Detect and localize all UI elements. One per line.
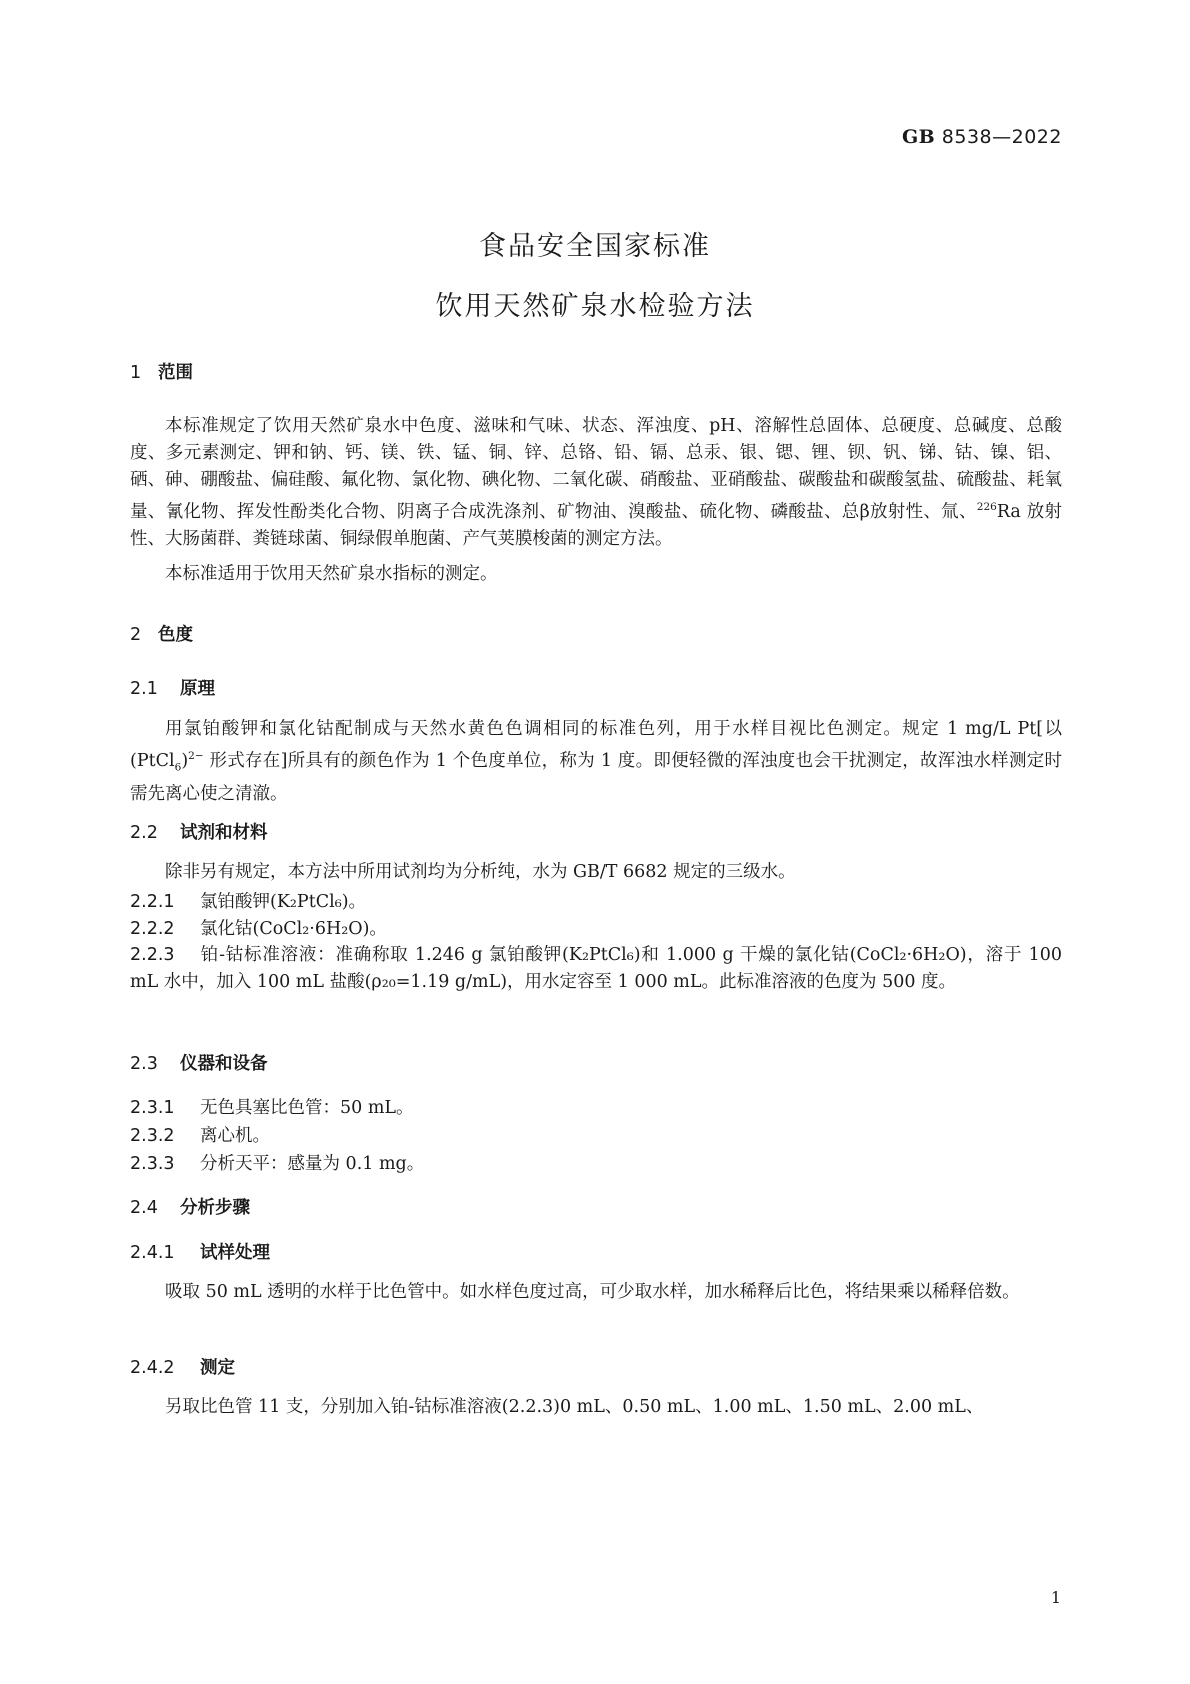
section-2-3-heading — [130, 1050, 268, 1075]
principle-text: 用氯铂酸钾和氯化钴配制成与天然水黄色色调相同的标准色列，用于水样目视比色测定。规定 1 mg/L Pt[以(PtCl — [130, 719, 1062, 771]
section-2-4-heading — [130, 1194, 250, 1219]
section-2-4-1-heading — [130, 1239, 270, 1264]
scope-applicability: 本标准适用于饮用天然矿泉水指标的测定。 — [165, 564, 498, 584]
equipment-item — [130, 1150, 424, 1175]
section-number: 2.3 — [130, 1054, 158, 1074]
section-2-4-2-heading — [130, 1354, 235, 1379]
item-text: 分析天平：感量为 0.1 mg。 — [200, 1154, 425, 1174]
principle-text: 形式存在]所具有的颜色作为 1 个色度单位，称为 1 度。即便轻微的浑浊度也会干扰测定，故浑浊水样测定时需先离心使之清澈。 — [130, 750, 1062, 805]
section-number: 2 — [130, 625, 142, 645]
scope-text: 本标准规定了饮用天然矿泉水中色度、滋味和气味、状态、浑浊度、pH、溶解性总固体、总硬度、总碱度、总酸度、多元素测定、钾和钠、钙、镁、铁、锰、铜、锌、总铬、铅、镉、总汞、银、锶、锂、钡、钒、锑、钴、镍、铝、硒、砷、硼酸盐、偏硅酸、氟化物、氯化物、碘化物、二氧化碳、硝酸盐、亚硝酸盐、碳酸盐和碳酸氢盐、硫酸盐、耗氧量、氰化物、挥发性酚类化合物、阴离子合成洗涤剂、矿物油、溴酸盐、硫化物、磷酸盐、总β放射性、氚、 — [130, 416, 1062, 522]
item-number: 2.2.2 — [130, 919, 175, 939]
section-title: 原理 — [180, 679, 215, 699]
section-2-2-heading — [130, 819, 268, 844]
section-title: 仪器和设备 — [180, 1054, 268, 1074]
section-1-heading — [130, 359, 193, 384]
reagent-item-long — [130, 942, 1062, 996]
measurement-paragraph: 另取比色管 11 支，分别加入铂-钴标准溶液(2.2.3)0 mL、0.50 mL、1.00 mL、1.50 mL、2.00 mL、 — [165, 1397, 984, 1417]
item-number: 2.2.3 — [130, 945, 175, 965]
principle-text: ) — [181, 750, 189, 771]
item-text: 氯铂酸钾(K₂PtCl₆)。 — [200, 892, 367, 912]
subscript: 6 — [174, 761, 182, 774]
superscript: 2− — [188, 750, 204, 762]
isotope-mass: 226 — [976, 501, 997, 513]
equipment-item — [130, 1094, 414, 1119]
sample-treatment-paragraph: 吸取 50 mL 透明的水样于比色管中。如水样色度过高，可少取水样，加水稀释后比色，将结果乘以稀释倍数。 — [165, 1282, 1020, 1302]
scope-paragraph — [130, 413, 1062, 553]
principle-paragraph — [130, 716, 1062, 808]
item-text: 氯化钴(CoCl₂·6H₂O)。 — [200, 919, 387, 939]
item-number: 2.3.1 — [130, 1098, 175, 1118]
section-number: 2.4 — [130, 1198, 158, 1218]
section-number: 1 — [130, 363, 142, 383]
item-text: 离心机。 — [200, 1126, 270, 1146]
section-number: 2.1 — [130, 679, 158, 699]
section-2-1-heading — [130, 675, 215, 700]
reagents-intro: 除非另有规定，本方法中所用试剂均为分析纯，水为 GB/T 6682 规定的三级水。 — [165, 862, 796, 882]
page-number: 1 — [1050, 1588, 1061, 1607]
section-title: 分析步骤 — [180, 1198, 250, 1218]
standard-number: 8538—2022 — [941, 126, 1062, 148]
title-line-1: 食品安全国家标准 — [479, 231, 711, 262]
section-2-heading — [130, 621, 193, 646]
title-line-2: 饮用天然矿泉水检验方法 — [435, 291, 755, 322]
section-number: 2.4.1 — [130, 1243, 175, 1263]
reagent-item — [130, 888, 366, 913]
equipment-item — [130, 1122, 270, 1147]
section-title: 试样处理 — [200, 1243, 270, 1263]
item-number: 2.2.1 — [130, 892, 175, 912]
standard-code — [902, 126, 1062, 148]
section-title: 范围 — [158, 363, 193, 383]
item-number: 2.3.2 — [130, 1126, 175, 1146]
scope-text-tail: Ra 放射性、大肠菌群、粪链球菌、铜绿假单胞菌、产气荚膜梭菌的测定方法。 — [130, 501, 1062, 549]
section-title: 试剂和材料 — [180, 823, 268, 843]
item-text: 无色具塞比色管：50 mL。 — [200, 1098, 414, 1118]
standard-prefix: GB — [901, 126, 936, 148]
item-text: 铂-钴标准溶液：准确称取 1.246 g 氯铂酸钾(K₂PtCl₆)和 1.000 g 干燥的氯化钴(CoCl₂·6H₂O)，溶于 100 mL 水中，加入 100 mL 盐酸(ρ₂₀=1.19 g/mL)，用水定容至 1 000 mL。此标准溶液的色度为 500 度。 — [130, 945, 1062, 992]
section-number: 2.4.2 — [130, 1358, 175, 1378]
reagent-item — [130, 915, 387, 940]
section-title: 测定 — [200, 1358, 235, 1378]
section-title: 色度 — [158, 625, 193, 645]
section-number: 2.2 — [130, 823, 158, 843]
item-number: 2.3.3 — [130, 1154, 175, 1174]
